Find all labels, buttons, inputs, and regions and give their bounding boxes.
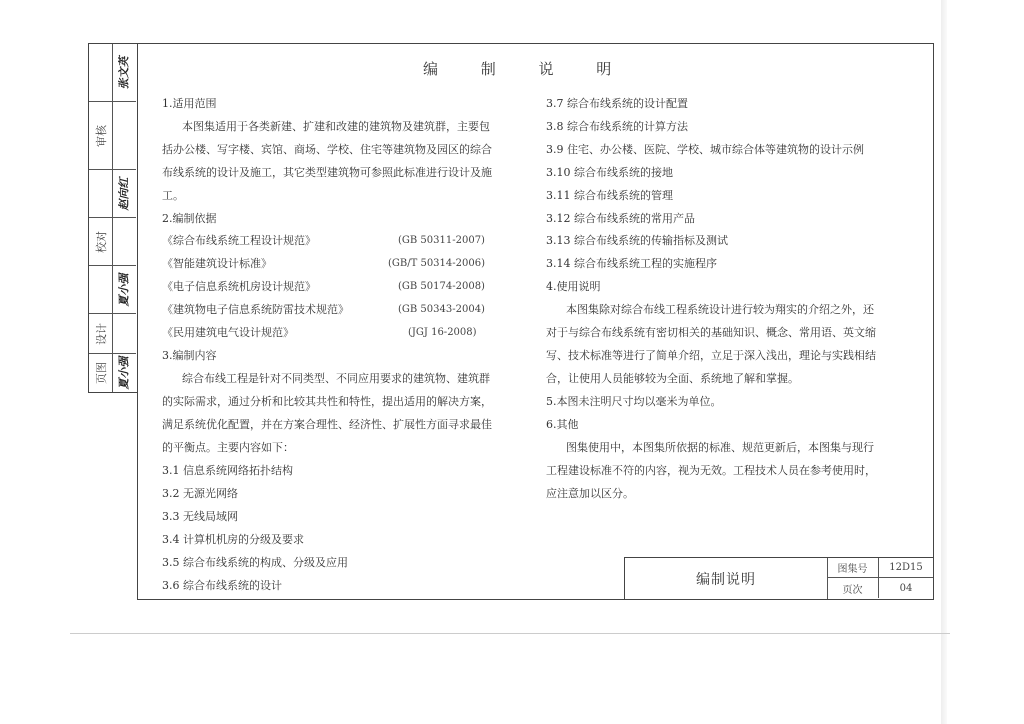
sidebar-label-design: 设计	[89, 314, 113, 353]
standard-name: 《建筑物电子信息系统防雷技术规范》	[162, 303, 349, 316]
page-title: 编 制 说 明	[423, 60, 614, 78]
list-item: 3.6 综合布线系统的设计	[162, 579, 282, 592]
list-item: 3.14 综合布线系统工程的实施程序	[546, 257, 717, 270]
standard-code: (GB 50343-2004)	[398, 304, 485, 315]
section-6-heading: 6.其他	[546, 418, 579, 431]
standard-name: 《智能建筑设计标准》	[162, 257, 272, 270]
signature-text: 夏小强	[117, 356, 131, 390]
standard-code: (GB 50174-2008)	[398, 281, 485, 292]
paragraph-line: 的平衡点。主要内容如下：	[162, 441, 294, 454]
list-item: 3.3 无线局域网	[162, 510, 238, 523]
signature-1	[112, 44, 135, 101]
sidebar-label-drawing: 页图	[89, 354, 113, 392]
page-bottom-rule	[70, 633, 950, 634]
sidebar-cell-check-sign	[89, 170, 136, 218]
section-1-heading: 1.适用范围	[162, 97, 217, 110]
standard-code: (GB/T 50314-2006)	[388, 258, 485, 269]
paragraph-line: 工程建设标准不符的内容，视为无效。工程技术人员在参考使用时，	[546, 464, 876, 477]
list-item: 3.8 综合布线系统的计算方法	[546, 120, 688, 133]
paragraph-line: 工。	[162, 189, 184, 202]
standard-code: (GB 50311-2007)	[398, 235, 485, 246]
paragraph-line: 写、技术标准等进行了简单介绍，立足于深入浅出，理论与实践相结	[546, 349, 876, 362]
signature-drawing	[112, 354, 135, 392]
page-number-value: 04	[899, 582, 913, 594]
signature-text: 张文英	[117, 56, 131, 89]
signature-check	[112, 170, 135, 217]
signature-empty	[112, 218, 135, 265]
standard-name: 《综合布线系统工程设计规范》	[162, 234, 316, 247]
list-item: 3.4 计算机机房的分级及要求	[162, 533, 304, 546]
signature-text: 赵向红	[117, 177, 131, 210]
title-block	[624, 557, 934, 600]
paragraph-line: 布线系统的设计及施工，其它类型建筑物可参照此标准进行设计及施	[162, 166, 492, 179]
signature-audit	[112, 102, 135, 169]
list-item: 3.11 综合布线系统的管理	[546, 189, 673, 202]
atlas-number-label: 图集号	[827, 558, 879, 578]
signature-empty	[112, 314, 135, 353]
sidebar-cell-1	[89, 44, 136, 102]
list-item: 3.1 信息系统网络拓扑结构	[162, 464, 293, 477]
sidebar-label-check: 校对	[89, 218, 113, 265]
paragraph-line: 本图集除对综合布线工程系统设计进行较为翔实的介绍之外，还	[566, 303, 874, 316]
standard-name: 《电子信息系统机房设计规范》	[162, 280, 316, 293]
sidebar-cell-drawing	[89, 354, 136, 392]
sidebar-cell-design-sign	[89, 266, 136, 314]
sidebar-label-empty	[89, 266, 113, 313]
sidebar-cell-check	[89, 218, 136, 266]
scan-edge-shadow	[941, 0, 947, 724]
paragraph-line: 对于与综合布线系统有密切相关的基础知识、概念、常用语、英文缩	[546, 326, 876, 339]
list-item: 3.7 综合布线系统的设计配置	[546, 97, 688, 110]
section-4-heading: 4.使用说明	[546, 280, 601, 293]
list-item: 3.5 综合布线系统的构成、分级及应用	[162, 556, 348, 569]
paragraph-line: 括办公楼、写字楼、宾馆、商场、学校、住宅等建筑物及园区的综合	[162, 143, 492, 156]
standard-code: (JGJ 16-2008)	[408, 327, 477, 338]
signature-text: 夏小强	[117, 273, 131, 306]
section-2-heading: 2.编制依据	[162, 212, 217, 225]
sidebar-cell-audit	[89, 102, 136, 170]
paragraph-line: 满足系统优化配置，并在方案合理性、经济性、扩展性方面寻求最佳	[162, 418, 492, 431]
list-item: 3.13 综合布线系统的传输指标及测试	[546, 234, 728, 247]
paragraph-line: 图集使用中，本图集所依据的标准、规范更新后，本图集与现行	[566, 441, 874, 454]
paragraph-line: 综合布线工程是针对不同类型、不同应用要求的建筑物、建筑群	[182, 372, 490, 385]
list-item: 3.9 住宅、办公楼、医院、学校、城市综合体等建筑物的设计示例	[546, 143, 864, 156]
paragraph-line: 本图集适用于各类新建、扩建和改建的建筑物及建筑群，主要包	[182, 120, 490, 133]
atlas-number-value: 12D15	[879, 558, 933, 578]
signature-design	[112, 266, 135, 313]
title-block-name: 编制说明	[625, 558, 828, 599]
list-item: 3.12 综合布线系统的常用产品	[546, 212, 695, 225]
sidebar-cell-design	[89, 314, 136, 354]
signature-sidebar	[88, 43, 137, 393]
paragraph-line: 的实际需求，通过分析和比较其共性和特性，提出适用的解决方案，	[162, 395, 492, 408]
list-item: 3.10 综合布线系统的接地	[546, 166, 673, 179]
page-number-label: 页次	[827, 578, 879, 598]
standard-name: 《民用建筑电气设计规范》	[162, 326, 294, 339]
paragraph-line: 合，让使用人员能够较为全面、系统地了解和掌握。	[546, 372, 799, 385]
section-5-line: 5.本图未注明尺寸均以毫米为单位。	[546, 395, 722, 408]
list-item: 3.2 无源光网络	[162, 487, 238, 500]
sidebar-label-empty	[89, 170, 113, 217]
sidebar-label-empty	[89, 44, 113, 101]
section-3-heading: 3.编制内容	[162, 349, 217, 362]
sidebar-label-audit: 审核	[89, 102, 113, 169]
paragraph-line: 应注意加以区分。	[546, 487, 634, 500]
